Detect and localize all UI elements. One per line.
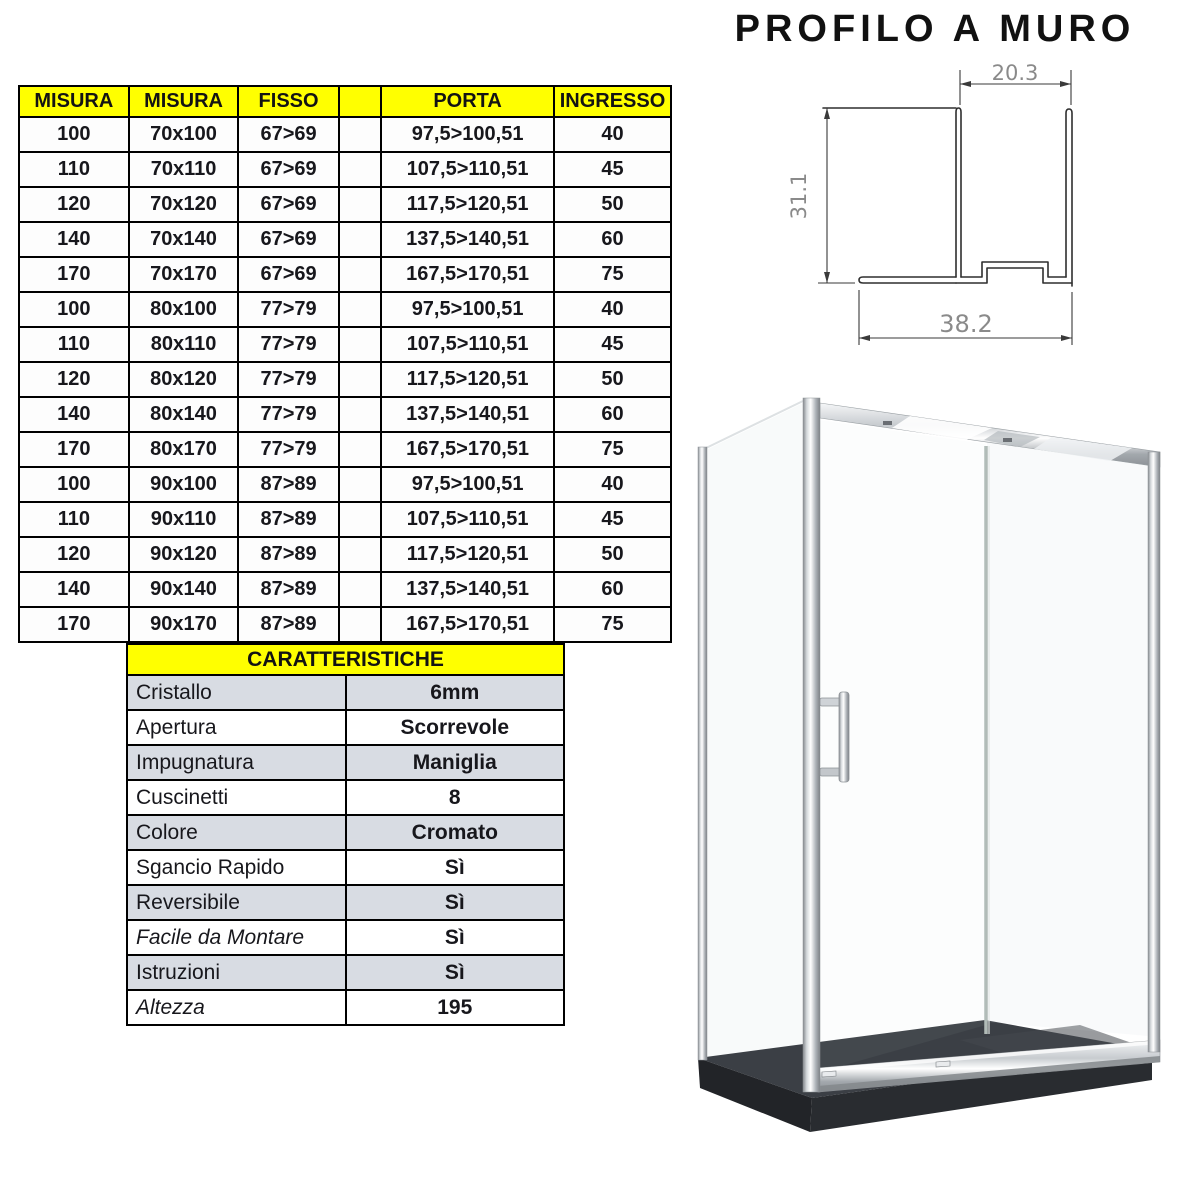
cell-ingresso: 60 xyxy=(554,572,671,607)
size-row xyxy=(19,537,671,572)
fixed-glass-panel xyxy=(987,442,1148,1036)
cell-porta: 137,5>140,51 xyxy=(381,222,554,257)
cell-misura-2: 80x100 xyxy=(129,292,239,327)
cell-misura-2: 80x140 xyxy=(129,397,239,432)
cell-misura-2: 70x170 xyxy=(129,257,239,292)
cell-misura-1: 140 xyxy=(19,222,129,257)
cell-misura-2: 80x110 xyxy=(129,327,239,362)
size-row xyxy=(19,467,671,502)
page-title: PROFILO A MURO xyxy=(734,8,1136,50)
cell-fisso: 67>69 xyxy=(238,117,338,152)
dimension-lines xyxy=(818,70,1072,345)
cell-empty xyxy=(339,362,381,397)
cell-misura-1: 170 xyxy=(19,607,129,642)
caratteristica-value: Sì xyxy=(346,920,565,955)
size-row xyxy=(19,152,671,187)
cell-ingresso: 50 xyxy=(554,362,671,397)
cell-misura-2: 90x100 xyxy=(129,467,239,502)
cell-ingresso: 75 xyxy=(554,432,671,467)
size-row xyxy=(19,222,671,257)
cell-porta: 97,5>100,51 xyxy=(381,292,554,327)
cell-fisso: 77>79 xyxy=(238,362,338,397)
cell-porta: 167,5>170,51 xyxy=(381,432,554,467)
size-row xyxy=(19,572,671,607)
caratteristiche-row xyxy=(127,850,564,885)
caratteristiche-row xyxy=(127,710,564,745)
size-row xyxy=(19,327,671,362)
header-ingresso: INGRESSO xyxy=(554,86,671,117)
caratteristica-value: 195 xyxy=(346,990,565,1025)
cell-misura-2: 90x170 xyxy=(129,607,239,642)
caratteristiche-title: CARATTERISTICHE xyxy=(127,644,564,675)
cell-fisso: 77>79 xyxy=(238,432,338,467)
cell-porta: 107,5>110,51 xyxy=(381,502,554,537)
caratteristiche-row xyxy=(127,920,564,955)
cell-ingresso: 45 xyxy=(554,152,671,187)
cell-misura-2: 80x120 xyxy=(129,362,239,397)
cell-fisso: 87>89 xyxy=(238,607,338,642)
cell-porta: 97,5>100,51 xyxy=(381,467,554,502)
cell-misura-1: 140 xyxy=(19,572,129,607)
cell-ingresso: 40 xyxy=(554,467,671,502)
cell-empty xyxy=(339,187,381,222)
cell-misura-1: 100 xyxy=(19,292,129,327)
cell-fisso: 67>69 xyxy=(238,187,338,222)
cell-misura-2: 70x110 xyxy=(129,152,239,187)
caratteristica-label: Impugnatura xyxy=(127,745,346,780)
cell-ingresso: 45 xyxy=(554,327,671,362)
cell-misura-2: 80x170 xyxy=(129,432,239,467)
cell-ingresso: 50 xyxy=(554,187,671,222)
cell-empty xyxy=(339,572,381,607)
cell-empty xyxy=(339,257,381,292)
cell-empty xyxy=(339,292,381,327)
size-row xyxy=(19,257,671,292)
size-row xyxy=(19,187,671,222)
roller-cover xyxy=(1003,438,1012,442)
cell-porta: 167,5>170,51 xyxy=(381,257,554,292)
caratteristica-label: Apertura xyxy=(127,710,346,745)
caratteristiche-row xyxy=(127,815,564,850)
dim-height-label: 31.1 xyxy=(787,172,811,220)
size-row xyxy=(19,502,671,537)
cell-ingresso: 45 xyxy=(554,502,671,537)
caratteristica-label: Cristallo xyxy=(127,675,346,710)
cell-ingresso: 50 xyxy=(554,537,671,572)
caratteristiche-header-row xyxy=(127,644,564,675)
caratteristica-value: Maniglia xyxy=(346,745,565,780)
cell-fisso: 77>79 xyxy=(238,327,338,362)
cell-empty xyxy=(339,607,381,642)
cell-empty xyxy=(339,152,381,187)
caratteristiche-row xyxy=(127,955,564,990)
cell-misura-1: 100 xyxy=(19,117,129,152)
caratteristica-value: Sì xyxy=(346,850,565,885)
side-wall-profile-post xyxy=(698,447,707,1060)
cell-fisso: 87>89 xyxy=(238,502,338,537)
cell-misura-1: 120 xyxy=(19,187,129,222)
cell-ingresso: 60 xyxy=(554,222,671,257)
cell-porta: 97,5>100,51 xyxy=(381,117,554,152)
cell-empty xyxy=(339,222,381,257)
size-row xyxy=(19,117,671,152)
caratteristiche-row xyxy=(127,675,564,710)
cell-empty xyxy=(339,432,381,467)
cell-porta: 107,5>110,51 xyxy=(381,327,554,362)
cell-fisso: 77>79 xyxy=(238,292,338,327)
caratteristica-value: Scorrevole xyxy=(346,710,565,745)
roller-cover xyxy=(883,421,892,425)
cell-misura-1: 100 xyxy=(19,467,129,502)
profile-outline xyxy=(823,108,1072,286)
wall-profile-drawing xyxy=(780,50,1090,350)
cell-porta: 117,5>120,51 xyxy=(381,362,554,397)
header-empty xyxy=(339,86,381,117)
caratteristiche-row xyxy=(127,990,564,1025)
cell-misura-2: 90x110 xyxy=(129,502,239,537)
sizes-table xyxy=(18,85,672,643)
cell-porta: 137,5>140,51 xyxy=(381,397,554,432)
cell-misura-1: 120 xyxy=(19,537,129,572)
header-porta: PORTA xyxy=(381,86,554,117)
caratteristica-value: Cromato xyxy=(346,815,565,850)
cell-misura-1: 140 xyxy=(19,397,129,432)
cell-misura-1: 110 xyxy=(19,502,129,537)
caratteristica-label: Colore xyxy=(127,815,346,850)
cell-empty xyxy=(339,537,381,572)
caratteristica-label: Cuscinetti xyxy=(127,780,346,815)
header-fisso: FISSO xyxy=(238,86,338,117)
cell-ingresso: 75 xyxy=(554,607,671,642)
cell-fisso: 67>69 xyxy=(238,152,338,187)
caratteristica-label: Istruzioni xyxy=(127,955,346,990)
caratteristiche-row xyxy=(127,745,564,780)
dimension-arrows xyxy=(824,81,1072,341)
cell-empty xyxy=(339,397,381,432)
cell-fisso: 77>79 xyxy=(238,397,338,432)
caratteristiche-row xyxy=(127,885,564,920)
cell-porta: 117,5>120,51 xyxy=(381,537,554,572)
cell-ingresso: 60 xyxy=(554,397,671,432)
caratteristiche-row xyxy=(127,780,564,815)
cell-fisso: 67>69 xyxy=(238,222,338,257)
dim-top-width-label: 20.3 xyxy=(991,61,1039,85)
caratteristica-label: Facile da Montare xyxy=(127,920,346,955)
size-row xyxy=(19,292,671,327)
size-row xyxy=(19,607,671,642)
cell-misura-1: 110 xyxy=(19,327,129,362)
cell-misura-1: 110 xyxy=(19,152,129,187)
cell-misura-1: 120 xyxy=(19,362,129,397)
caratteristica-value: Sì xyxy=(346,955,565,990)
cell-porta: 117,5>120,51 xyxy=(381,187,554,222)
cell-misura-2: 70x100 xyxy=(129,117,239,152)
door-stile-post xyxy=(803,398,820,1092)
cell-fisso: 67>69 xyxy=(238,257,338,292)
right-wall-profile-post xyxy=(1148,452,1160,1052)
size-row xyxy=(19,397,671,432)
caratteristiche-table xyxy=(126,643,565,1026)
cell-misura-2: 70x120 xyxy=(129,187,239,222)
cell-empty xyxy=(339,502,381,537)
caratteristica-value: 6mm xyxy=(346,675,565,710)
cell-misura-2: 90x120 xyxy=(129,537,239,572)
cell-ingresso: 75 xyxy=(554,257,671,292)
caratteristica-label: Altezza xyxy=(127,990,346,1025)
cell-misura-2: 90x140 xyxy=(129,572,239,607)
caratteristica-value: 8 xyxy=(346,780,565,815)
cell-ingresso: 40 xyxy=(554,292,671,327)
cell-misura-2: 70x140 xyxy=(129,222,239,257)
cell-empty xyxy=(339,117,381,152)
caratteristica-label: Reversibile xyxy=(127,885,346,920)
shower-enclosure-render xyxy=(660,380,1180,1160)
cell-fisso: 87>89 xyxy=(238,537,338,572)
cell-porta: 107,5>110,51 xyxy=(381,152,554,187)
cell-misura-1: 170 xyxy=(19,257,129,292)
header-misura-1: MISURA xyxy=(19,86,129,117)
cell-fisso: 87>89 xyxy=(238,572,338,607)
cell-porta: 167,5>170,51 xyxy=(381,607,554,642)
cell-misura-1: 170 xyxy=(19,432,129,467)
size-row xyxy=(19,432,671,467)
size-row xyxy=(19,362,671,397)
side-glass-panel xyxy=(704,403,803,1080)
caratteristica-value: Sì xyxy=(346,885,565,920)
cell-empty xyxy=(339,467,381,502)
header-misura-2: MISURA xyxy=(129,86,239,117)
cell-empty xyxy=(339,327,381,362)
cell-fisso: 87>89 xyxy=(238,467,338,502)
cell-ingresso: 40 xyxy=(554,117,671,152)
dim-bottom-width-label: 38.2 xyxy=(939,310,993,338)
cell-porta: 137,5>140,51 xyxy=(381,572,554,607)
caratteristica-label: Sgancio Rapido xyxy=(127,850,346,885)
sizes-header-row xyxy=(19,86,671,117)
